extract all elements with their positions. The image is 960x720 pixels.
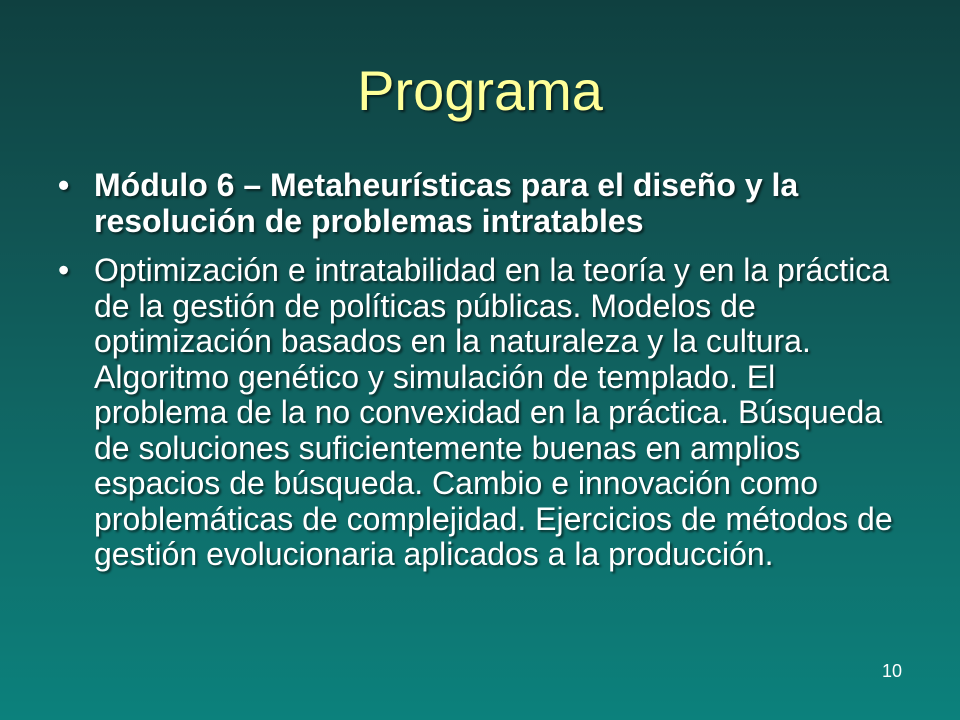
bullet-item-module: [58, 168, 898, 239]
bullet-marker-icon: •: [58, 252, 70, 288]
bullet-marker-icon: •: [58, 167, 70, 203]
slide-title: Programa: [357, 59, 603, 122]
bullet-list: [58, 168, 898, 573]
bullet-item-description: [58, 253, 898, 573]
bullet-text: Módulo 6 – Metaheurísticas para el diseño y la resolución de problemas intratables: [94, 167, 799, 239]
slide-page-number: 10: [881, 661, 902, 681]
bullet-text: Optimización e intratabilidad en la teoría y en la práctica de la gestión de políticas públicas. Modelos de optimización basados en la naturaleza y la cultura. Algoritmo genético y simulación de templado. El problema de la no convexidad en la práctica. Búsqueda de soluciones suficientemente buenas en amplios espacios de búsqueda. Cambio e innovación como problemáticas de complejidad. Ejercicios de métodos de gestión evolucionaria aplicados a la producción.: [94, 252, 893, 572]
